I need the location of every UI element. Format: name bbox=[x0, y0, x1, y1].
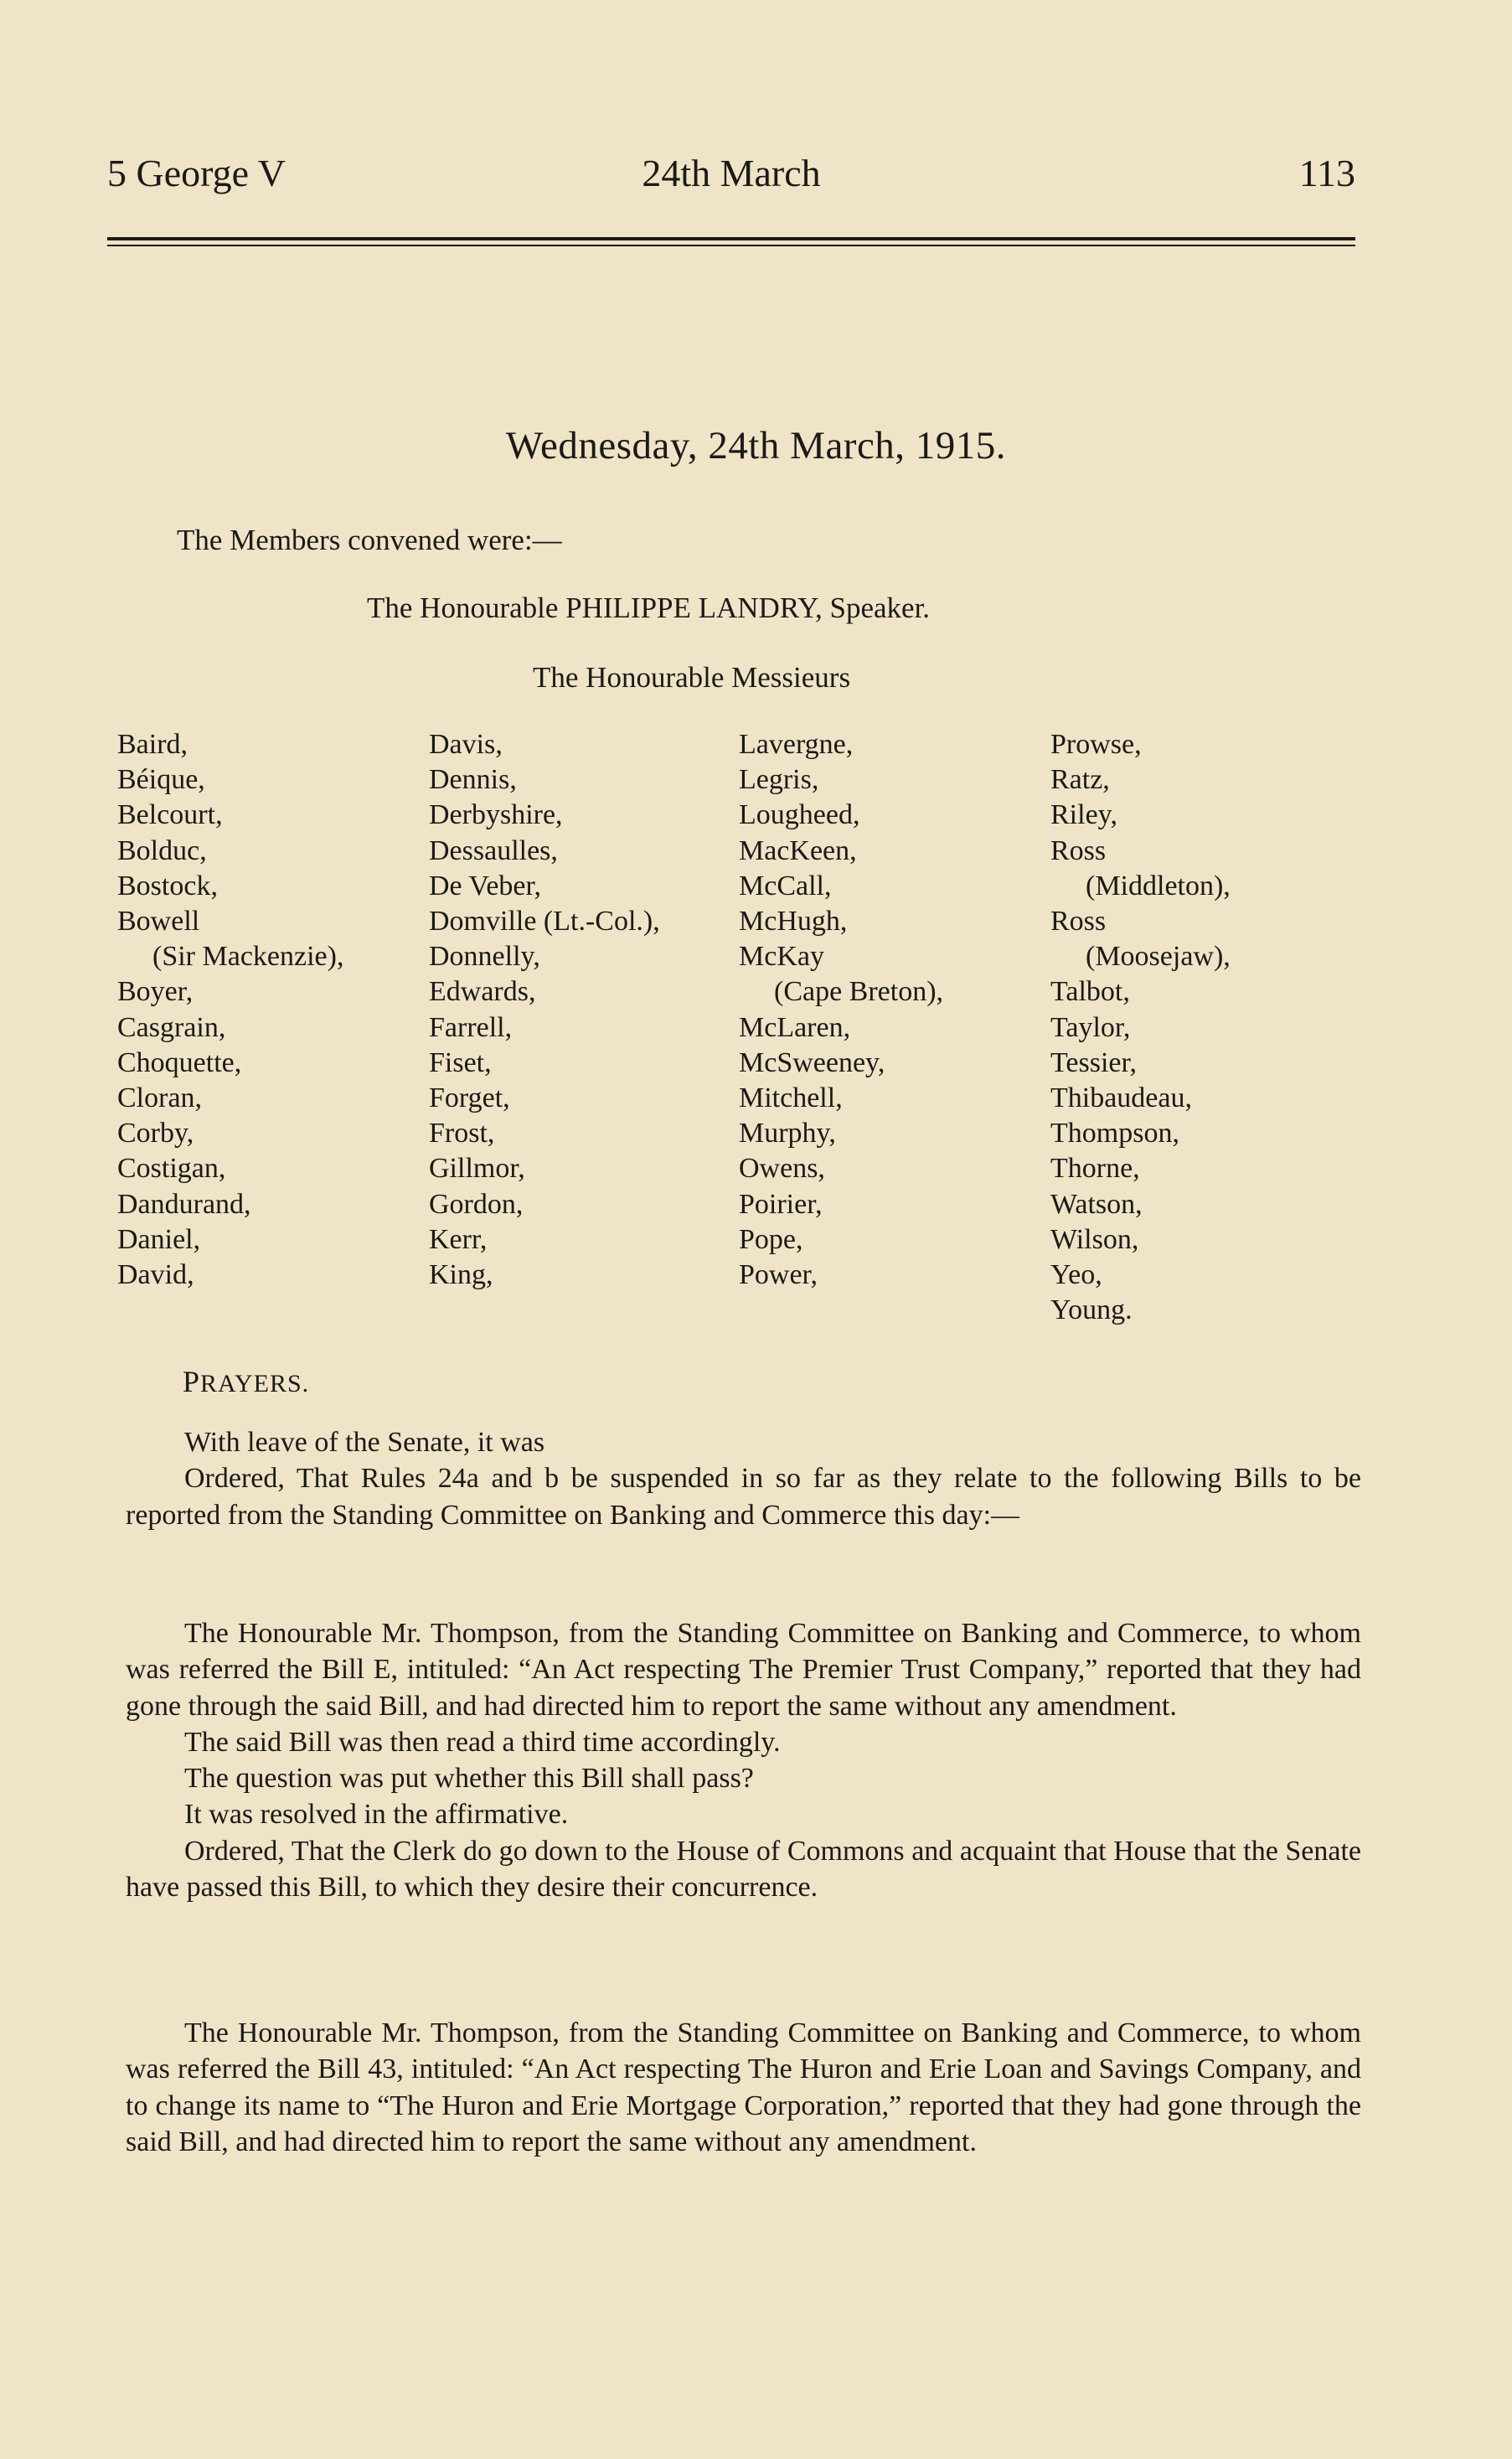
paragraph-line: Ordered, That the Clerk do go down to the House of Commons and acquaint that House that the Senate have passed this Bill, to which they desire their concurrence. bbox=[126, 1835, 1361, 1904]
member-name: De Veber, bbox=[429, 870, 541, 901]
regnal-year: 5 George V bbox=[107, 152, 286, 194]
members-column-3 bbox=[739, 727, 943, 1293]
member-name: Murphy, bbox=[739, 1118, 836, 1149]
running-header bbox=[107, 151, 1355, 201]
paragraph-line: The said Bill was then read a third time accordingly. bbox=[184, 1726, 781, 1758]
paragraph-rules-suspension bbox=[126, 1424, 1361, 1533]
member-name: Ross bbox=[1050, 834, 1107, 866]
member-name: Watson, bbox=[1050, 1188, 1143, 1220]
member-name: Béique, bbox=[117, 764, 205, 796]
paragraph-line: Ordered, That Rules 24a and b be suspended in so far as they relate to the following Bills to be reported from the Standing Committee on Banking and Commerce this day:— bbox=[126, 1463, 1361, 1531]
member-name: Farrell, bbox=[429, 1011, 513, 1043]
paragraph-line: With leave of the Senate, it was bbox=[184, 1427, 545, 1458]
member-name: Power, bbox=[739, 1259, 818, 1291]
members-column-4 bbox=[1050, 727, 1231, 1328]
member-name: Baird, bbox=[117, 729, 188, 760]
paragraph-line: The Honourable Mr. Thompson, from the Standing Committee on Banking and Commerce, to whom was referred the Bill 43, intituled: “An Act respecting The Huron and Erie Loan and Savings Company, and to change its name to “The Huron and Erie Mortgage Corporation,” reported that they had gone through the said Bill, and had directed him to report the same without any amendment. bbox=[126, 2017, 1361, 2157]
member-name: McCall, bbox=[739, 870, 832, 901]
page-title: Wednesday, 24th March, 1915. bbox=[505, 424, 1007, 468]
member-name: Belcourt, bbox=[117, 799, 223, 831]
member-name: Ratz, bbox=[1050, 764, 1110, 796]
prayers-heading bbox=[183, 1364, 309, 1399]
header-date: 24th March bbox=[642, 152, 821, 194]
member-name: Legris, bbox=[739, 764, 819, 796]
header-rule-thick bbox=[107, 237, 1355, 240]
member-name: Thorne, bbox=[1050, 1153, 1140, 1185]
member-name: Kerr, bbox=[429, 1223, 488, 1255]
member-name: Derbyshire, bbox=[429, 799, 563, 831]
member-name: Pope, bbox=[739, 1223, 803, 1255]
member-name: Donnelly, bbox=[429, 941, 540, 973]
paragraph-line: The question was put whether this Bill shall pass? bbox=[184, 1763, 754, 1795]
member-name: Prowse, bbox=[1050, 729, 1142, 760]
member-name: Thompson, bbox=[1050, 1118, 1179, 1149]
member-name: Dessaulles, bbox=[429, 834, 558, 866]
paragraph-line: It was resolved in the affirmative. bbox=[184, 1799, 569, 1831]
member-name: Ross bbox=[1050, 906, 1107, 938]
paragraph-bill-43 bbox=[126, 2015, 1361, 2160]
member-name: Boyer, bbox=[117, 976, 194, 1008]
member-name: McHugh, bbox=[739, 906, 848, 938]
member-name: Yeo, bbox=[1050, 1259, 1102, 1291]
member-name: David, bbox=[117, 1259, 194, 1291]
header-rule-thin bbox=[107, 245, 1355, 246]
member-name: Corby, bbox=[117, 1118, 194, 1149]
member-name: Bostock, bbox=[117, 870, 218, 901]
member-name-continuation: (Moosejaw), bbox=[1086, 941, 1231, 973]
member-name: Lavergne, bbox=[739, 729, 854, 760]
paragraph-line: The Honourable Mr. Thompson, from the Standing Committee on Banking and Commerce, to whom was referred the Bill E, intituled: “An Act respecting The Premier Trust Company,” reported that they had gone through the said Bill, and had directed him to report the same without any amendment. bbox=[126, 1618, 1361, 1722]
member-name: Riley, bbox=[1050, 799, 1117, 831]
member-name: Fiset, bbox=[429, 1046, 492, 1078]
member-name: Davis, bbox=[429, 729, 503, 760]
member-name: Domville (Lt.-Col.), bbox=[429, 906, 660, 938]
member-name: Mitchell, bbox=[739, 1082, 843, 1114]
member-name-continuation: (Cape Breton), bbox=[774, 976, 944, 1008]
member-name: McKay bbox=[739, 941, 824, 973]
member-name: Choquette, bbox=[117, 1046, 242, 1078]
member-name: Tessier, bbox=[1050, 1046, 1137, 1078]
member-name: Gordon, bbox=[429, 1188, 524, 1220]
member-name: Daniel, bbox=[117, 1223, 201, 1255]
member-name: Gillmor, bbox=[429, 1153, 525, 1185]
member-name: Frost, bbox=[429, 1118, 495, 1149]
member-name: Young. bbox=[1050, 1294, 1133, 1326]
member-name: McSweeney, bbox=[739, 1046, 885, 1078]
messieurs-line: The Honourable Messieurs bbox=[533, 661, 851, 694]
member-name: Edwards, bbox=[429, 976, 536, 1008]
member-name: Casgrain, bbox=[117, 1011, 226, 1043]
member-name: Bowell bbox=[117, 906, 200, 938]
member-name: Bolduc, bbox=[117, 834, 207, 866]
member-name: King, bbox=[429, 1259, 493, 1291]
member-name: Poirier, bbox=[739, 1188, 823, 1220]
member-name: MacKeen, bbox=[739, 834, 857, 866]
member-name: Thibaudeau, bbox=[1050, 1082, 1192, 1114]
member-name: Costigan, bbox=[117, 1153, 226, 1185]
member-name: Dennis, bbox=[429, 764, 517, 796]
paragraph-bill-e bbox=[126, 1615, 1361, 1905]
page-number: 113 bbox=[1298, 152, 1355, 194]
member-name: Wilson, bbox=[1050, 1223, 1139, 1255]
member-name: McLaren, bbox=[739, 1011, 851, 1043]
member-name-continuation: (Middleton), bbox=[1086, 870, 1231, 901]
member-name: Owens, bbox=[739, 1153, 825, 1185]
member-name: Lougheed, bbox=[739, 799, 860, 831]
member-name: Forget, bbox=[429, 1082, 510, 1114]
member-name: Dandurand, bbox=[117, 1188, 251, 1220]
members-column-1 bbox=[117, 727, 343, 1293]
member-name-continuation: (Sir Mackenzie), bbox=[152, 941, 344, 973]
prayers-initial: P bbox=[183, 1365, 201, 1398]
member-name: Talbot, bbox=[1050, 976, 1130, 1008]
member-name: Taylor, bbox=[1050, 1011, 1131, 1043]
member-name: Cloran, bbox=[117, 1082, 203, 1114]
members-intro: The Members convened were:— bbox=[177, 524, 562, 556]
prayers-rest: RAYERS. bbox=[200, 1370, 310, 1397]
speaker-line: The Honourable PHILIPPE LANDRY, Speaker. bbox=[367, 592, 931, 624]
members-column-2 bbox=[429, 727, 660, 1293]
